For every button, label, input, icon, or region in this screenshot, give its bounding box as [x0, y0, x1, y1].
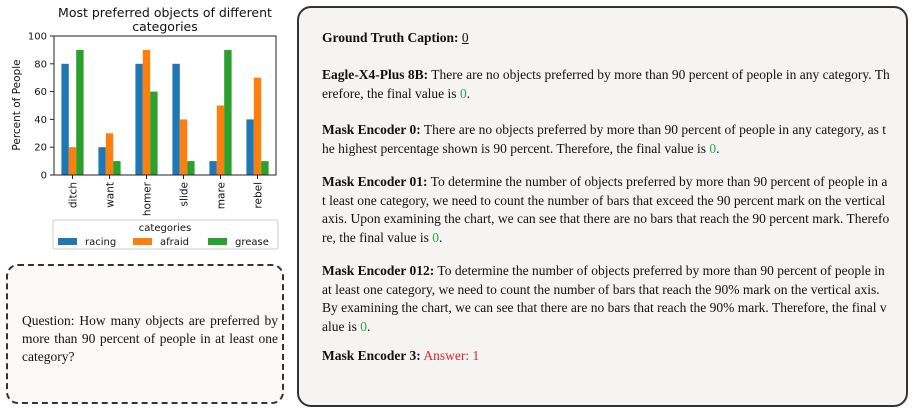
- bar-racing-want: [98, 147, 105, 175]
- y-tick-label: 0: [40, 170, 47, 182]
- y-tick-label: 100: [27, 31, 47, 43]
- ground-truth-label: Ground Truth Caption:: [322, 30, 459, 45]
- ground-truth-value: 0: [461, 30, 469, 45]
- answer-me3-value: Answer: 1: [423, 348, 480, 363]
- y-axis-label: Percent of People: [11, 59, 23, 151]
- legend-swatch-grease: [208, 238, 227, 245]
- bar-afraid-homer: [143, 50, 150, 175]
- legend-label-afraid: afraid: [160, 237, 190, 248]
- question-text: Question: How many objects are preferred by more than 90 percent of people in at least one category?: [22, 313, 278, 364]
- chart-title-line-2: categories: [132, 19, 198, 34]
- bar-racing-homer: [135, 64, 142, 175]
- y-tick-label: 80: [34, 59, 47, 71]
- bar-racing-rebel: [246, 119, 253, 175]
- legend-label-racing: racing: [85, 237, 117, 248]
- answer-me012-end: .: [367, 318, 371, 334]
- answer-me0-value: 0: [709, 140, 717, 156]
- answer-me01-text: To determine the number of objects preferred by more than 90 percent of people in at least one category, we need to count the number of bars that exceed the 90 percent mark on the vertical axis. Upon examining the chart, we can see that there are no bars that reach the 90 percent mark. Therefore, the final value is: [322, 174, 890, 245]
- answer-eagle: [322, 66, 890, 103]
- answer-me3-label: Mask Encoder 3:: [322, 348, 421, 363]
- legend-swatch-afraid: [133, 238, 152, 245]
- bar-afraid-rebel: [254, 78, 261, 175]
- answers-panel: [297, 6, 908, 407]
- answer-me01-label: Mask Encoder 01:: [322, 174, 428, 189]
- plot-frame: [54, 36, 276, 175]
- answer-eagle-label: Eagle-X4-Plus 8B:: [322, 67, 429, 82]
- legend-swatch-racing: [58, 238, 77, 245]
- bar-racing-mare: [209, 161, 216, 175]
- bar-afraid-want: [106, 133, 113, 175]
- bar-afraid-slide: [180, 119, 187, 175]
- ground-truth-caption: [322, 29, 890, 48]
- bar-racing-ditch: [61, 64, 68, 175]
- bar-grease-slide: [187, 161, 194, 175]
- answer-mask-encoder-01: [322, 173, 890, 247]
- bar-grease-rebel: [261, 161, 268, 175]
- answer-me012-text: To determine the number of objects preferred by more than 90 percent of people in at least one category, we need to count the number of bars that reach the 90% mark on the vertical axis. By examining the chart, we can see that there are no bars that reach the 90% mark. Therefore, the final value is: [322, 263, 887, 334]
- bar-afraid-mare: [217, 106, 224, 176]
- question-box: [6, 264, 284, 404]
- x-tick-label: slide: [178, 182, 191, 207]
- chart-title-line-1: Most preferred objects of different: [58, 5, 272, 20]
- answer-me0-end: .: [716, 140, 720, 156]
- answer-eagle-value: 0: [459, 85, 467, 101]
- answer-eagle-end: .: [466, 85, 471, 101]
- legend-label-grease: grease: [235, 237, 269, 248]
- answer-eagle-text: There are no objects preferred by more than 90 percent of people in any category. Therefore, the final value is: [322, 67, 890, 101]
- x-tick-label: mare: [215, 182, 228, 210]
- answer-mask-encoder-0: [322, 121, 890, 158]
- x-tick-label: rebel: [252, 182, 265, 209]
- bar-grease-ditch: [76, 50, 83, 175]
- bar-chart: [0, 0, 286, 256]
- answer-me012-label: Mask Encoder 012:: [322, 263, 435, 278]
- bar-grease-homer: [150, 92, 157, 175]
- answer-me012-value: 0: [360, 318, 367, 334]
- bar-grease-mare: [224, 50, 231, 175]
- x-tick-label: ditch: [67, 182, 80, 209]
- y-tick-label: 40: [34, 114, 47, 126]
- x-tick-label: homer: [141, 182, 154, 217]
- bar-grease-want: [113, 161, 120, 175]
- answer-mask-encoder-3: [322, 347, 890, 366]
- legend: [53, 220, 278, 249]
- x-tick-label: want: [104, 182, 117, 208]
- answer-me01-value: 0: [432, 229, 439, 245]
- answer-me01-end: .: [438, 229, 443, 245]
- y-tick-label: 60: [34, 87, 47, 99]
- bar-racing-slide: [172, 64, 179, 175]
- y-tick-label: 20: [34, 142, 47, 154]
- answer-mask-encoder-012: [322, 262, 890, 336]
- answer-me0-label: Mask Encoder 0:: [322, 122, 421, 137]
- legend-title: categories: [138, 223, 192, 234]
- bar-afraid-ditch: [69, 147, 76, 175]
- answer-me0-text: There are no objects preferred by more than 90 percent of people in any category, as the highest percentage shown is 90 percent. Therefore, the final value is: [322, 122, 886, 156]
